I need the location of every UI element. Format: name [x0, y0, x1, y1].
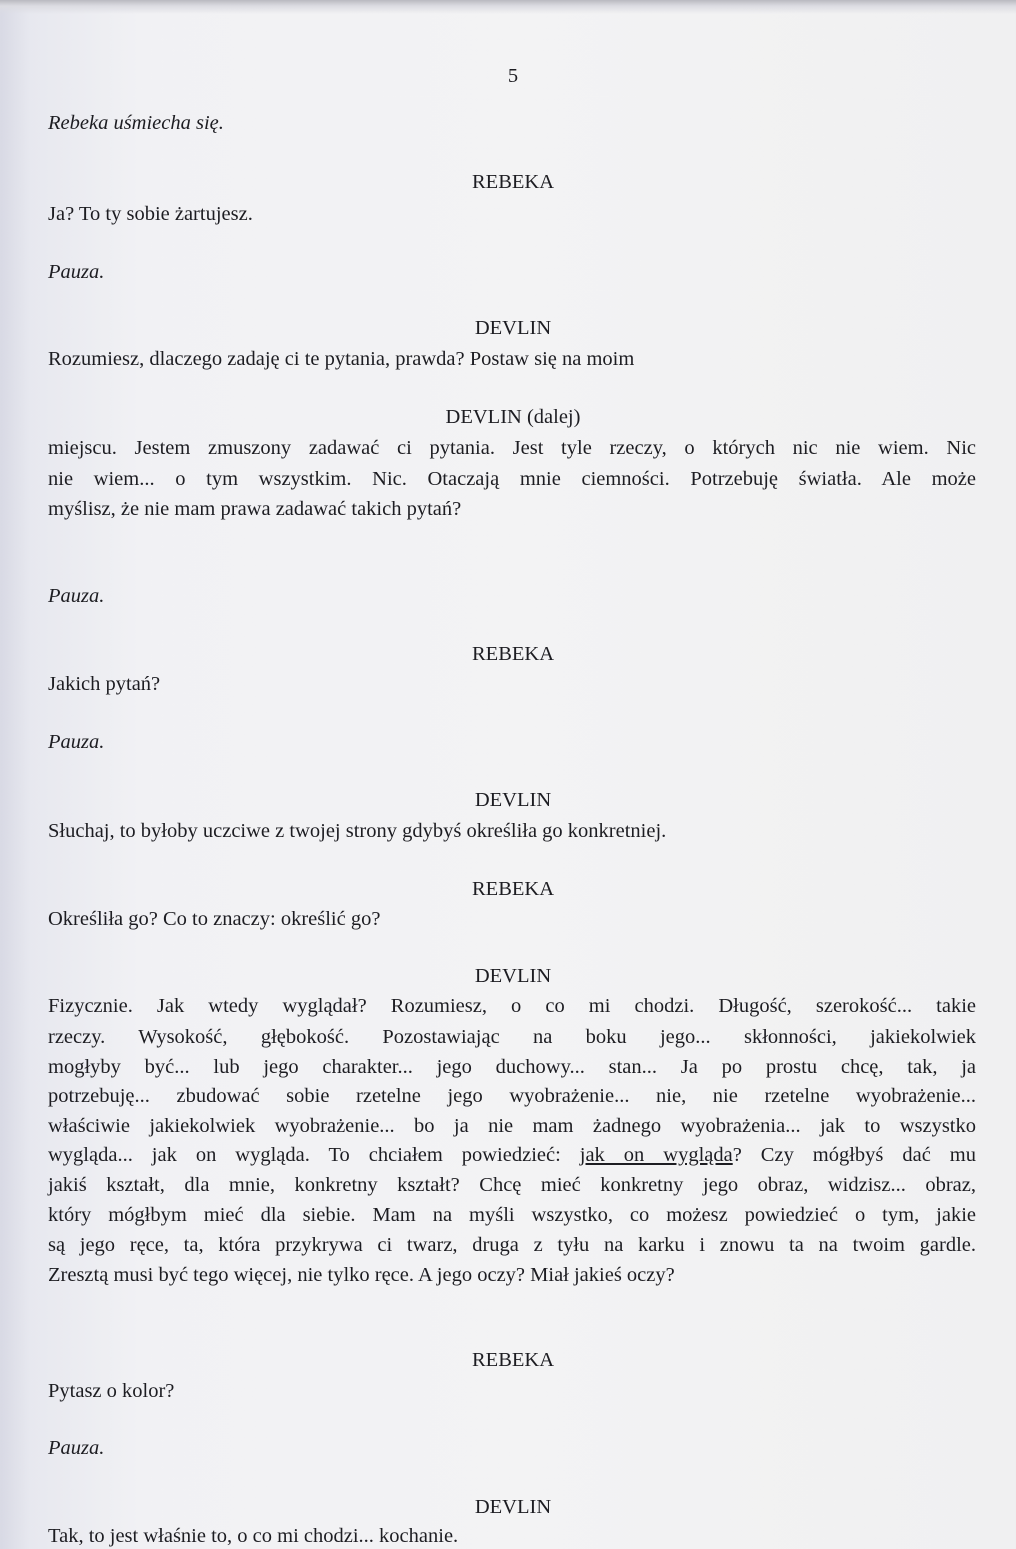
dialogue-line: Zresztą musi być tego więcej, nie tylko ręce. A jego oczy? Miał jakieś oczy?	[48, 1264, 675, 1286]
speaker-name: DEVLIN	[474, 1496, 552, 1518]
stage-direction: Pauza.	[48, 585, 105, 607]
dialogue-line: rzeczy. Wysokość, głębokość. Pozostawiając na boku jego... skłonności, jakiekolwiek	[48, 1026, 976, 1048]
dialogue-line: Słuchaj, to byłoby uczciwe z twojej strony gdybyś określiła go konkretniej.	[48, 820, 667, 842]
dialogue-line: Fizycznie. Jak wtedy wyglądał? Rozumiesz, o co mi chodzi. Długość, szerokość... takie	[48, 995, 976, 1017]
speaker-name: REBEKA	[472, 878, 554, 900]
dialogue-line: Określiła go? Co to znaczy: określić go?	[48, 908, 381, 930]
speaker-name: REBEKA	[472, 1349, 554, 1371]
dialogue-segment: wygląda... jak on wygląda. To chciałem powiedzieć:	[48, 1144, 580, 1166]
dialogue-line: Tak, to jest właśnie to, o co mi chodzi... kochanie.	[48, 1525, 459, 1547]
page-number: 5	[507, 65, 519, 87]
stage-direction: Rebeka uśmiecha się.	[48, 112, 224, 134]
dialogue-line: potrzebuję... zbudować sobie rzetelne jego wyobrażenie... nie, nie rzetelne wyobrażenie...	[48, 1085, 976, 1107]
speaker-name: REBEKA	[472, 171, 554, 193]
speaker-name: REBEKA	[472, 643, 554, 665]
dialogue-line: są jego ręce, ta, która przykrywa ci twarz, druga z tyłu na karku i znowu ta na twoim gardle.	[48, 1234, 976, 1256]
dialogue-line: miejscu. Jestem zmuszony zadawać ci pytania. Jest tyle rzeczy, o których nic nie wiem. Nic	[48, 437, 976, 459]
dialogue-segment: ? Czy mógłbyś dać mu	[732, 1144, 977, 1166]
dialogue-line: myślisz, że nie mam prawa zadawać takich pytań?	[48, 498, 462, 520]
stage-direction: Pauza.	[48, 261, 105, 283]
speaker-name: DEVLIN	[474, 317, 552, 339]
scan-top-edge	[0, 0, 1016, 14]
dialogue-line: jakiś kształt, dla mnie, konkretny kształt? Chcę mieć konkretny jego obraz, widzisz... obraz,	[48, 1174, 976, 1196]
dialogue-line: mogłyby być... lub jego charakter... jego duchowy... stan... Ja po prostu chcę, tak, ja	[48, 1056, 976, 1078]
dialogue-line: nie wiem... o tym wszystkim. Nic. Otaczają mnie ciemności. Potrzebuję światła. Ale może	[48, 468, 976, 490]
dialogue-line	[48, 1143, 976, 1168]
speaker-name: DEVLIN (dalej)	[445, 406, 581, 428]
underlined-phrase: jak on wygląda	[579, 1144, 733, 1166]
dialogue-line: Jakich pytań?	[48, 673, 161, 695]
speaker-name: DEVLIN	[474, 965, 552, 987]
dialogue-line: Ja? To ty sobie żartujesz.	[48, 203, 253, 225]
speaker-name: DEVLIN	[474, 789, 552, 811]
dialogue-line: Rozumiesz, dlaczego zadaję ci te pytania, prawda? Postaw się na moim	[48, 348, 635, 370]
dialogue-line: właściwie jakiekolwiek wyobrażenie... bo ja nie mam żadnego wyobrażenia... jak to wszystko	[48, 1115, 976, 1137]
stage-direction: Pauza.	[48, 731, 105, 753]
dialogue-line: Pytasz o kolor?	[48, 1380, 175, 1402]
stage-direction: Pauza.	[48, 1437, 105, 1459]
dialogue-line: który mógłbym mieć dla siebie. Mam na myśli wszystko, co możesz powiedzieć o tym, jakie	[48, 1204, 976, 1226]
